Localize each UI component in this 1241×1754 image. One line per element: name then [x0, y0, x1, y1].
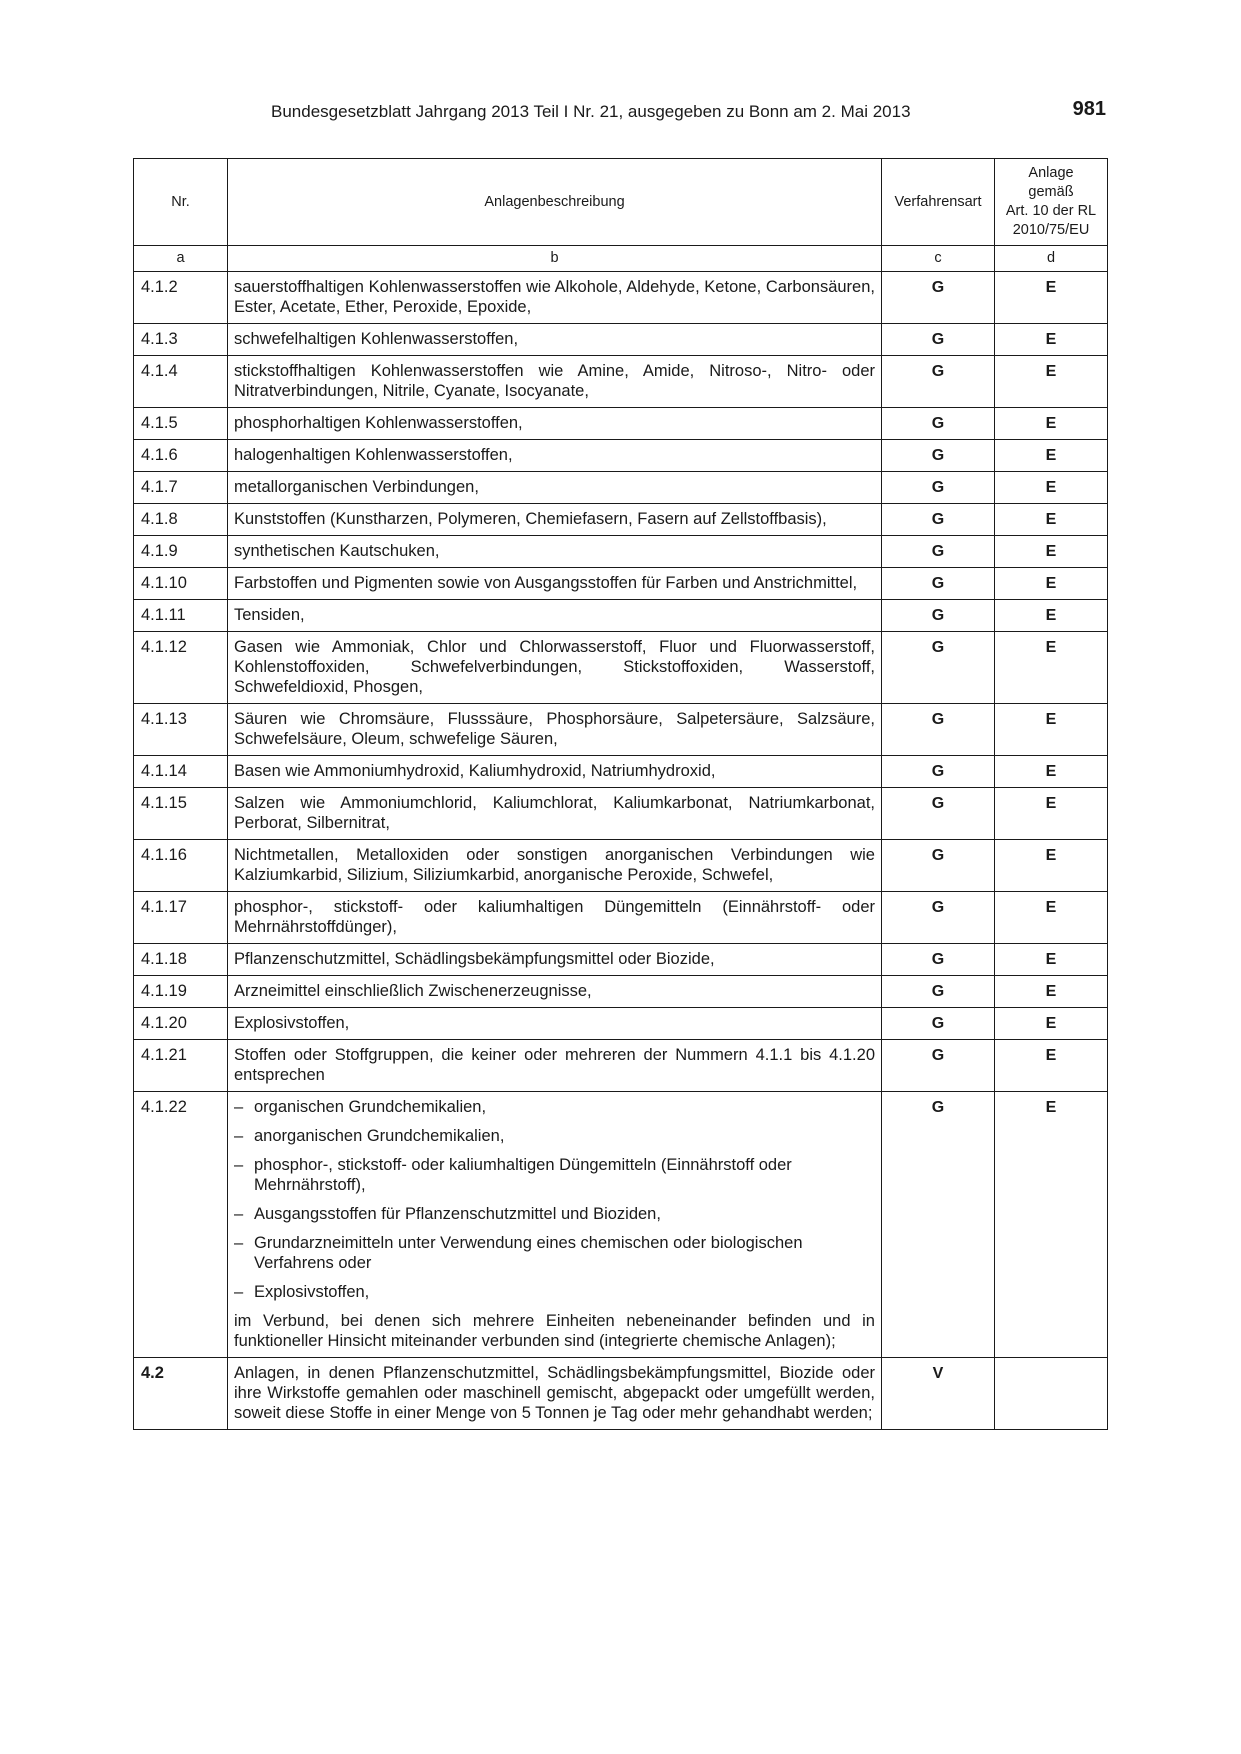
row-number: 4.1.14: [134, 756, 228, 788]
table-row: [134, 976, 1108, 1008]
row-number: 4.1.8: [134, 504, 228, 536]
column-letter-c: c: [882, 246, 995, 272]
list-item: – Grundarzneimitteln unter Verwendung eines chemischen oder biologischen Verfahrens oder: [234, 1233, 875, 1273]
row-number: 4.1.18: [134, 944, 228, 976]
installations-table: [133, 158, 1108, 1430]
row-verfahrensart: G: [882, 408, 995, 440]
row-anlage: E: [995, 324, 1108, 356]
row-number: 4.1.4: [134, 356, 228, 408]
anlage-header-line: gemäß: [1028, 184, 1074, 200]
table-body: [134, 272, 1108, 1430]
row-anlage: E: [995, 408, 1108, 440]
row-anlage: E: [995, 504, 1108, 536]
table-row: [134, 408, 1108, 440]
row-verfahrensart: G: [882, 976, 995, 1008]
table-row: [134, 944, 1108, 976]
row-anlage: E: [995, 944, 1108, 976]
row-anlage: E: [995, 788, 1108, 840]
table-row: [134, 892, 1108, 944]
table-row: [134, 472, 1108, 504]
table-row: [134, 1008, 1108, 1040]
row-anlage: E: [995, 756, 1108, 788]
row-anlage: E: [995, 1092, 1108, 1358]
row-anlage: E: [995, 976, 1108, 1008]
row-number: 4.1.10: [134, 568, 228, 600]
row-verfahrensart: G: [882, 272, 995, 324]
row-anlage: [995, 1358, 1108, 1430]
row-description: synthetischen Kautschuken,: [228, 536, 882, 568]
row-description: Farbstoffen und Pigmenten sowie von Ausgangsstoffen für Farben und Anstrichmittel,: [228, 568, 882, 600]
row-number: 4.1.12: [134, 632, 228, 704]
row-verfahrensart: G: [882, 472, 995, 504]
row-anlage: E: [995, 440, 1108, 472]
table-row: [134, 1040, 1108, 1092]
row-verfahrensart: G: [882, 632, 995, 704]
row-verfahrensart: G: [882, 440, 995, 472]
row-verfahrensart: G: [882, 1008, 995, 1040]
row-description: phosphorhaltigen Kohlenwasserstoffen,: [228, 408, 882, 440]
row-description: metallorganischen Verbindungen,: [228, 472, 882, 504]
table-row: [134, 504, 1108, 536]
row-anlage: E: [995, 356, 1108, 408]
row-description: schwefelhaltigen Kohlenwasserstoffen,: [228, 324, 882, 356]
anlage-header-line: Art. 10 der RL: [1005, 203, 1097, 219]
row-number: 4.1.3: [134, 324, 228, 356]
row-number: 4.1.11: [134, 600, 228, 632]
row-description: Säuren wie Chromsäure, Flusssäure, Phosphorsäure, Salpetersäure, Salzsäure, Schwefelsäure, Oleum, schwefelige Säuren,: [228, 704, 882, 756]
row-description: Gasen wie Ammoniak, Chlor und Chlorwasserstoff, Fluor und Fluorwasserstoff, Kohlenstoffoxiden, Schwefelverbindungen, Stickstoffoxiden, Wasserstoff, Schwefeldioxid, Phosgen,: [228, 632, 882, 704]
row-number: 4.1.9: [134, 536, 228, 568]
row-verfahrensart: G: [882, 756, 995, 788]
row-number: 4.1.6: [134, 440, 228, 472]
row-verfahrensart: G: [882, 892, 995, 944]
publication-title: Bundesgesetzblatt Jahrgang 2013 Teil I Nr. 21, ausgegeben zu Bonn am 2. Mai 2013: [271, 102, 911, 121]
list-item: – Explosivstoffen,: [234, 1282, 875, 1302]
row-anlage: E: [995, 472, 1108, 504]
row-anlage: E: [995, 704, 1108, 756]
row-anlage: E: [995, 568, 1108, 600]
column-letter-d: d: [995, 246, 1108, 272]
table-row: [134, 600, 1108, 632]
row-number: 4.1.19: [134, 976, 228, 1008]
list-item: – Ausgangsstoffen für Pflanzenschutzmittel und Bioziden,: [234, 1204, 875, 1224]
table-row: [134, 536, 1108, 568]
row-number: 4.1.17: [134, 892, 228, 944]
row-description: Anlagen, in denen Pflanzenschutzmittel, Schädlingsbekämpfungsmittel, Biozide oder ihre Wirkstoffe gemahlen oder maschinell gemischt, abgepackt oder umgefüllt werden, soweit diese Stoffe in einer Menge von 5 Tonnen je Tag oder mehr gehandhabt werden;: [228, 1358, 882, 1430]
table-row: [134, 704, 1108, 756]
row-description: stickstoffhaltigen Kohlenwasserstoffen wie Amine, Amide, Nitroso-, Nitro- oder Nitratverbindungen, Nitrile, Cyanate, Isocyanate,: [228, 356, 882, 408]
table-row: [134, 440, 1108, 472]
row-verfahrensart: G: [882, 788, 995, 840]
row-number: 4.1.7: [134, 472, 228, 504]
anlage-header-line: 2010/75/EU: [1012, 222, 1090, 238]
page-header: [0, 98, 1241, 126]
table-row: [134, 356, 1108, 408]
dash-list: [234, 1097, 875, 1302]
row-anlage: E: [995, 840, 1108, 892]
row-description-tail: im Verbund, bei denen sich mehrere Einheiten nebeneinander befinden und in funktioneller Hinsicht miteinander verbunden sind (integrierte chemische Anlagen);: [234, 1312, 875, 1350]
row-description: Tensiden,: [228, 600, 882, 632]
row-description: Kunststoffen (Kunstharzen, Polymeren, Chemiefasern, Fasern auf Zellstoffbasis),: [228, 504, 882, 536]
column-letter-b: b: [228, 246, 882, 272]
row-description: Explosivstoffen,: [228, 1008, 882, 1040]
row-verfahrensart: G: [882, 944, 995, 976]
row-number: 4.1.5: [134, 408, 228, 440]
table-header-row: [134, 159, 1108, 246]
row-number: 4.1.15: [134, 788, 228, 840]
row-anlage: E: [995, 536, 1108, 568]
row-number: 4.1.13: [134, 704, 228, 756]
row-description: Basen wie Ammoniumhydroxid, Kaliumhydroxid, Natriumhydroxid,: [228, 756, 882, 788]
row-description: halogenhaltigen Kohlenwasserstoffen,: [228, 440, 882, 472]
row-verfahrensart: G: [882, 1092, 995, 1358]
table-row: [134, 756, 1108, 788]
row-verfahrensart: G: [882, 324, 995, 356]
list-item: – organischen Grundchemikalien,: [234, 1097, 875, 1117]
row-anlage: E: [995, 600, 1108, 632]
row-verfahrensart: G: [882, 1040, 995, 1092]
row-description: phosphor-, stickstoff- oder kaliumhaltigen Düngemitteln (Einnährstoff- oder Mehrnährstoffdünger),: [228, 892, 882, 944]
row-description: Nichtmetallen, Metalloxiden oder sonstigen anorganischen Verbindungen wie Kalziumkarbid, Silizium, Siliziumkarbid, anorganische Peroxide, Schwefel,: [228, 840, 882, 892]
row-anlage: E: [995, 1008, 1108, 1040]
column-header-description: Anlagenbeschreibung: [228, 159, 882, 246]
row-description: sauerstoffhaltigen Kohlenwasserstoffen wie Alkohole, Aldehyde, Ketone, Carbonsäuren, Ester, Acetate, Ether, Peroxide, Epoxide,: [228, 272, 882, 324]
table-row-4-2: [134, 1358, 1108, 1430]
row-verfahrensart: G: [882, 356, 995, 408]
row-number: 4.1.2: [134, 272, 228, 324]
row-description: [228, 1092, 882, 1358]
column-header-anlage: [995, 159, 1108, 246]
column-header-nr: Nr.: [134, 159, 228, 246]
row-verfahrensart: G: [882, 536, 995, 568]
row-description: Arzneimittel einschließlich Zwischenerzeugnisse,: [228, 976, 882, 1008]
row-anlage: E: [995, 632, 1108, 704]
column-header-verfahrensart: Verfahrensart: [882, 159, 995, 246]
row-number: 4.1.21: [134, 1040, 228, 1092]
row-number: 4.1.20: [134, 1008, 228, 1040]
table-row: [134, 788, 1108, 840]
column-letter-a: a: [134, 246, 228, 272]
row-description: Stoffen oder Stoffgruppen, die keiner oder mehreren der Nummern 4.1.1 bis 4.1.20 entsprechen: [228, 1040, 882, 1092]
row-verfahrensart: G: [882, 704, 995, 756]
list-item: – phosphor-, stickstoff- oder kaliumhaltigen Düngemitteln (Einnährstoff oder Mehrnährstoff),: [234, 1155, 875, 1195]
table-row: [134, 840, 1108, 892]
row-number: 4.1.22: [134, 1092, 228, 1358]
page-number: 981: [1072, 98, 1106, 120]
table-row: [134, 324, 1108, 356]
row-number: 4.1.16: [134, 840, 228, 892]
row-anlage: E: [995, 892, 1108, 944]
row-verfahrensart: G: [882, 600, 995, 632]
list-item: – anorganischen Grundchemikalien,: [234, 1126, 875, 1146]
table-row: [134, 632, 1108, 704]
table-row: [134, 568, 1108, 600]
row-description: Pflanzenschutzmittel, Schädlingsbekämpfungsmittel oder Biozide,: [228, 944, 882, 976]
row-verfahrensart: V: [882, 1358, 995, 1430]
anlage-header-line: Anlage: [1028, 165, 1074, 181]
table-row-4-1-22: [134, 1092, 1108, 1358]
column-letter-row: [134, 246, 1108, 272]
row-anlage: E: [995, 1040, 1108, 1092]
row-verfahrensart: G: [882, 840, 995, 892]
row-verfahrensart: G: [882, 568, 995, 600]
row-anlage: E: [995, 272, 1108, 324]
row-verfahrensart: G: [882, 504, 995, 536]
row-description: Salzen wie Ammoniumchlorid, Kaliumchlorat, Kaliumkarbonat, Natriumkarbonat, Perborat, Silbernitrat,: [228, 788, 882, 840]
table-row: [134, 272, 1108, 324]
row-number: 4.2: [134, 1358, 228, 1430]
